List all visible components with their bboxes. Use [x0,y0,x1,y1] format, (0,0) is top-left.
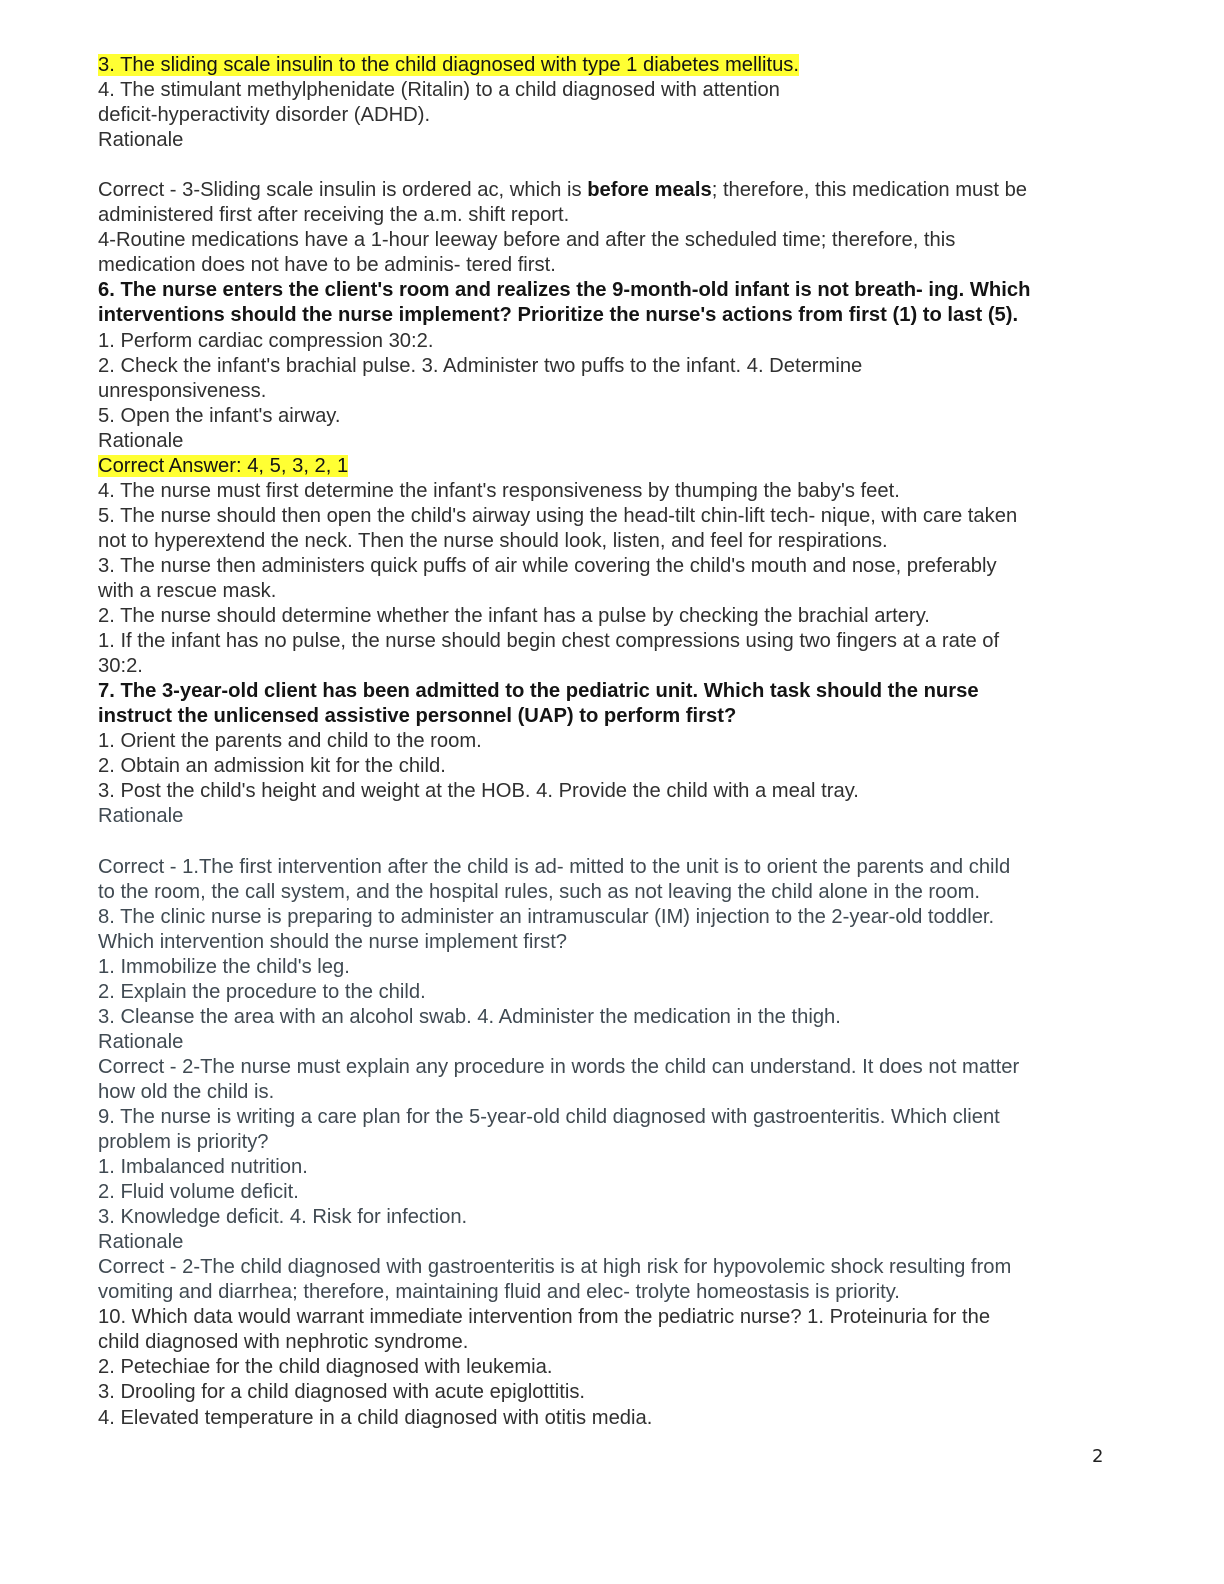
rationale-heading: Rationale [98,129,184,152]
highlighted-answer: Correct Answer: 4, 5, 3, 2, 1 [98,454,349,477]
bold-term: before meals [587,179,712,202]
document-page [98,53,1128,1431]
rationale-line: with a rescue mask. [98,579,277,602]
rationale-line: not to hyperextend the neck. Then the nurse should look, listen, and feel for respirations. [98,529,888,552]
answer-line [98,454,1128,479]
rationale-line: 2. The nurse should determine whether the infant has a pulse by checking the brachial artery. [98,605,930,628]
option-line: 5. Open the infant's airway. [98,404,341,427]
question-line: child diagnosed with nephrotic syndrome. [98,1331,469,1354]
question-line: 10. Which data would warrant immediate intervention from the pediatric nurse? 1. Proteinuria for the [98,1306,991,1329]
rationale-line: 4. The nurse must first determine the infant's responsiveness by thumping the baby's feet. [98,479,900,502]
question-line: 9. The nurse is writing a care plan for the 5-year-old child diagnosed with gastroenteritis. Which client [98,1105,1000,1128]
question-line: Which intervention should the nurse implement first? [98,930,568,953]
question-line: problem is priority? [98,1131,269,1154]
rationale-heading: Rationale [98,1231,184,1254]
option-line: 3. Post the child's height and weight at the HOB. 4. Provide the child with a meal tray. [98,780,859,803]
rationale-line: medication does not have to be adminis- tered first. [98,254,556,277]
question-line: instruct the unlicensed assistive personnel (UAP) to perform first? [98,705,737,728]
option-line: 2. Fluid volume deficit. [98,1181,299,1204]
option-line: unresponsiveness. [98,379,267,402]
rationale-line: 30:2. [98,655,143,678]
page-number: 2 [1092,1446,1104,1467]
highlighted-answer: 3. The sliding scale insulin to the child diagnosed with type 1 diabetes mellitus. [98,54,799,76]
option-line: 2. Petechiae for the child diagnosed with leukemia. [98,1356,553,1379]
option-line: 3. Cleanse the area with an alcohol swab. 4. Administer the medication in the thigh. [98,1005,841,1028]
question-line: interventions should the nurse implement? Prioritize the nurse's actions from first (1) to last (5). [98,304,1019,327]
rationale-line: 3. The nurse then administers quick puffs of air while covering the child's mouth and nose, preferably [98,554,997,577]
rationale-heading: Rationale [98,805,184,828]
option-line: 3. Knowledge deficit. 4. Risk for infection. [98,1206,468,1229]
rationale-line: Correct - 2-The child diagnosed with gastroenteritis is at high risk for hypovolemic shock resulting from [98,1256,1012,1279]
option-line: 1. Immobilize the child's leg. [98,955,350,978]
option-line: 1. Perform cardiac compression 30:2. [98,329,434,352]
rationale-heading: Rationale [98,1030,184,1053]
rationale-line: 1. If the infant has no pulse, the nurse should begin chest compressions using two fingers at a rate of [98,630,1000,653]
option-line: 4. The stimulant methylphenidate (Ritalin) to a child diagnosed with attention [98,79,780,102]
rationale-line: Correct - 1.The first intervention after the child is ad- mitted to the unit is to orient the parents and child [98,855,1011,878]
option-line: 2. Obtain an admission kit for the child. [98,755,446,778]
option-line: 3. Drooling for a child diagnosed with acute epiglottitis. [98,1381,586,1404]
rationale-heading: Rationale [98,429,184,452]
question-line: 7. The 3-year-old client has been admitted to the pediatric unit. Which task should the nurse [98,680,979,703]
option-line: 4. Elevated temperature in a child diagnosed with otitis media. [98,1406,653,1429]
blank-line [98,829,1128,854]
question-line: 8. The clinic nurse is preparing to administer an intramuscular (IM) injection to the 2-year-old toddler. [98,905,995,928]
rationale-line: 4-Routine medications have a 1-hour leeway before and after the scheduled time; therefore, this [98,229,956,252]
option-line [98,53,1128,78]
rationale-line: to the room, the call system, and the hospital rules, such as not leaving the child alone in the room. [98,880,981,903]
rationale-line: 5. The nurse should then open the child's airway using the head-tilt chin-lift tech- nique, with care taken [98,504,1018,527]
rationale-line: Correct - 2-The nurse must explain any procedure in words the child can understand. It does not matter [98,1055,1020,1078]
question-line: 6. The nurse enters the client's room and realizes the 9-month-old infant is not breath- ing. Which [98,279,1031,302]
option-line: 1. Orient the parents and child to the room. [98,730,482,753]
option-line: 2. Check the infant's brachial pulse. 3. Administer two puffs to the infant. 4. Determine [98,354,863,377]
rationale-line: vomiting and diarrhea; therefore, maintaining fluid and elec- trolyte homeostasis is priority. [98,1281,900,1304]
option-line: 1. Imbalanced nutrition. [98,1156,308,1179]
rationale-line: administered first after receiving the a.m. shift report. [98,204,570,227]
option-line: deficit-hyperactivity disorder (ADHD). [98,104,431,127]
rationale-line: how old the child is. [98,1080,275,1103]
rationale-line: Correct - 3-Sliding scale insulin is ordered ac, which is before meals; therefore, this medication must be [98,179,1028,202]
blank-line [98,153,1128,178]
option-line: 2. Explain the procedure to the child. [98,980,426,1003]
